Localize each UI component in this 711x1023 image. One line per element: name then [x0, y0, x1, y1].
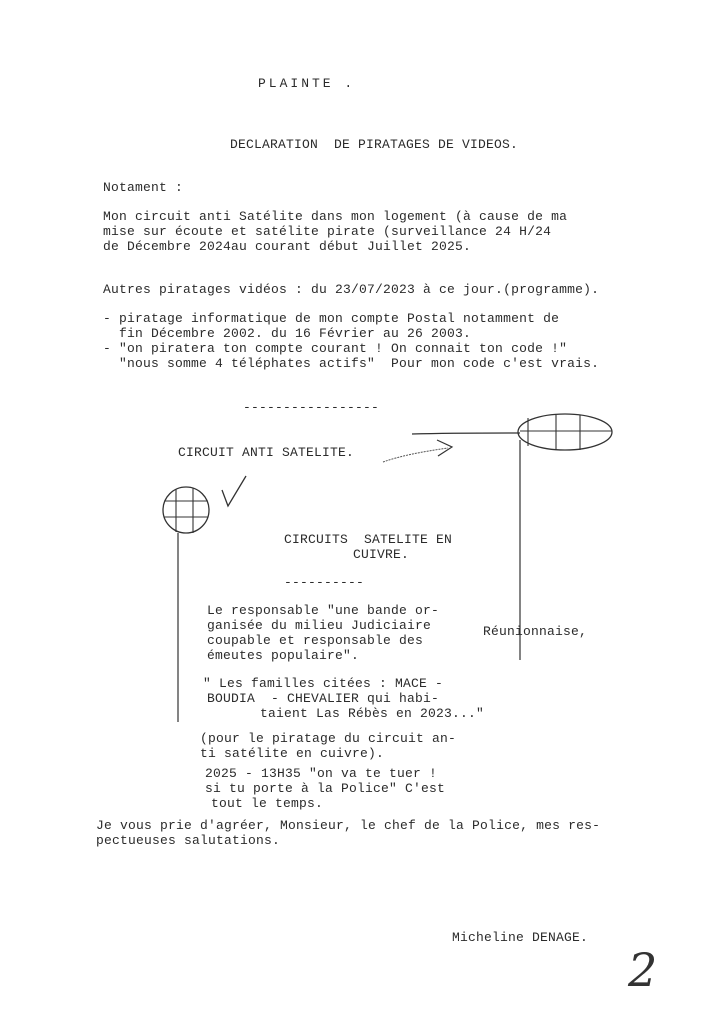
paragraph-line: Mon circuit anti Satélite dans mon logement (à cause de ma — [103, 209, 568, 224]
paragraph-line: Le responsable "une bande or- — [207, 603, 440, 618]
paragraph-line: ti satélite en cuivre). — [200, 746, 385, 761]
menace-paragraph — [205, 766, 445, 811]
paragraph-line: tout le temps. — [211, 796, 324, 811]
paragraph-line: de Décembre 2024au courant début Juillet 2025. — [103, 239, 472, 254]
notament-label: Notament : — [103, 180, 184, 195]
reunionnaise-label: Réunionnaise, — [483, 624, 588, 639]
bullet-line: fin Décembre 2002. du 16 Février au 26 2003. — [103, 326, 472, 341]
arrow-shaft — [383, 448, 448, 462]
piratage-cuivre-paragraph — [200, 731, 456, 761]
paragraph-line: taient Las Rébès en 2023..." — [260, 706, 485, 721]
circuits-cuivre-line-2: CUIVRE. — [353, 547, 410, 562]
paragraph-line: " Les familles citées : MACE - — [203, 676, 444, 691]
familles-paragraph — [203, 676, 484, 721]
paragraph-line: 2025 - 13H35 "on va te tuer ! — [205, 766, 438, 781]
connector-line — [412, 433, 520, 434]
bullet-line: - "on piratera ton compte courant ! On connait ton code !" — [103, 341, 568, 356]
declaration-heading: DECLARATION DE PIRATAGES DE VIDEOS. — [230, 137, 519, 152]
paragraph-line: BOUDIA - CHEVALIER qui habi- — [207, 691, 440, 706]
check-mark — [222, 476, 246, 506]
separator-line: ----------------- — [243, 400, 380, 415]
bullet-list — [103, 311, 599, 371]
paragraph-line: coupable et responsable des — [207, 633, 424, 648]
paragraph-circuit-anti-satelite — [103, 209, 567, 254]
oval-circuit-drawing — [518, 414, 612, 450]
responsable-paragraph — [207, 603, 439, 663]
round-circuit-drawing — [163, 487, 209, 533]
separator-line-short: ---------- — [284, 575, 365, 590]
bullet-line: - piratage informatique de mon compte Postal notamment de — [103, 311, 560, 326]
page-title: PLAINTE . — [258, 76, 356, 91]
paragraph-line: Je vous prie d'agréer, Monsieur, le chef de la Police, mes res- — [96, 818, 601, 833]
paragraph-line: pectueuses salutations. — [96, 833, 281, 848]
paragraph-line: (pour le piratage du circuit an- — [200, 731, 457, 746]
signature-name: Micheline DENAGE. — [452, 930, 589, 945]
bullet-line: "nous somme 4 téléphates actifs" Pour mon code c'est vrais. — [103, 356, 600, 371]
paragraph-autres-piratages: Autres piratages vidéos : du 23/07/2023 à ce jour.(programme). — [103, 282, 600, 297]
circuit-anti-satelite-label: CIRCUIT ANTI SATELITE. — [178, 445, 355, 460]
paragraph-line: émeutes populaire". — [207, 648, 360, 663]
paragraph-line: ganisée du milieu Judiciaire — [207, 618, 432, 633]
circuits-cuivre-line-1: CIRCUITS SATELITE EN — [284, 532, 453, 547]
paragraph-line: si tu porte à la Police" C'est — [205, 781, 446, 796]
page-number: 2 — [628, 943, 658, 997]
salutations-paragraph — [96, 818, 600, 848]
arrow-head — [437, 440, 452, 456]
paragraph-line: mise sur écoute et satélite pirate (surveillance 24 H/24 — [103, 224, 552, 239]
